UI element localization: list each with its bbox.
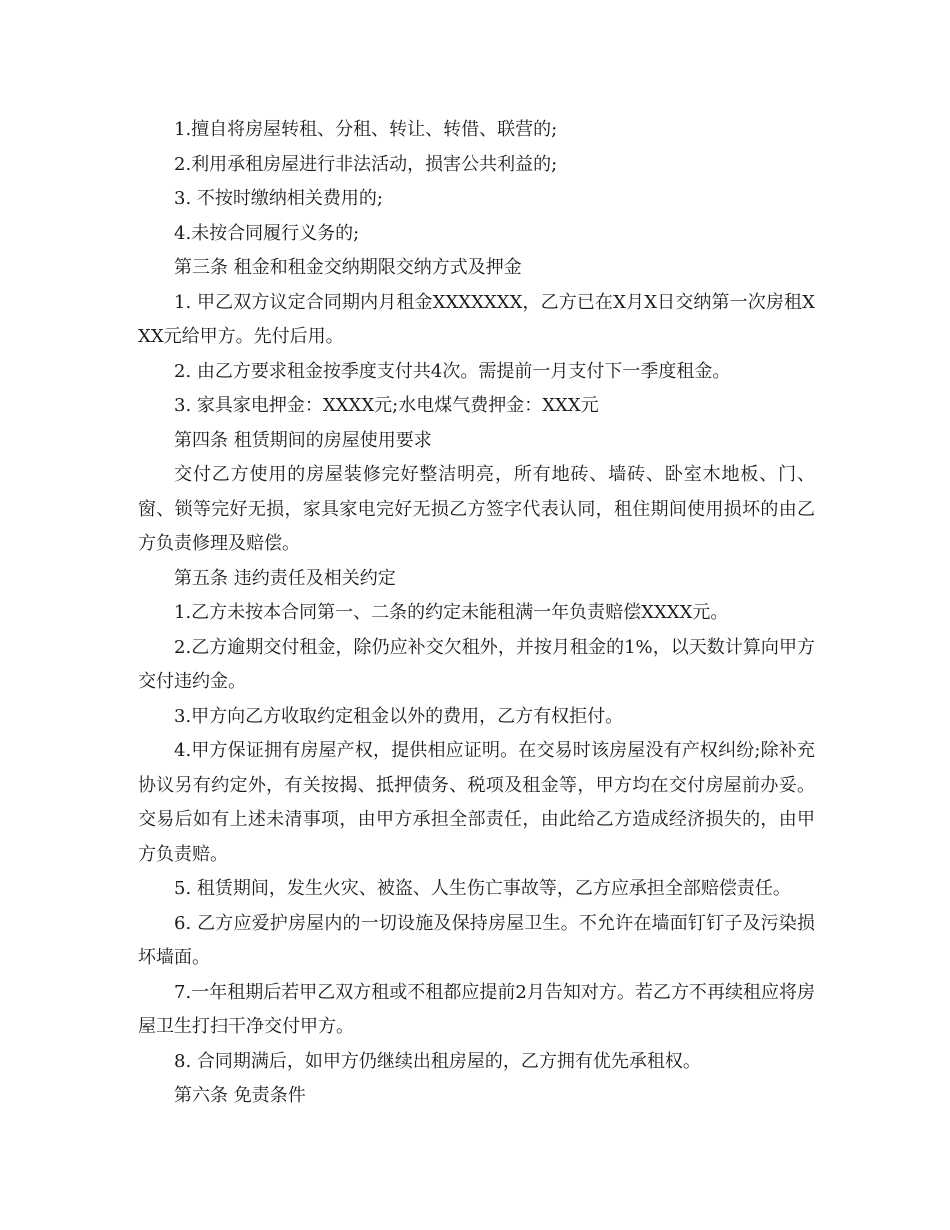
clause-item: 8. 合同期满后，如甲方仍继续出租房屋的，乙方拥有优先承租权。 xyxy=(174,1050,701,1072)
clause-item: 3. 不按时缴纳相关费用的; xyxy=(174,188,383,209)
clause-item: 1.擅自将房屋转租、分租、转让、转借、联营的; xyxy=(174,119,558,140)
section-heading: 第五条 违约责任及相关约定 xyxy=(174,567,396,589)
clause-item: 2.乙方逾期交付租金，除仍应补交欠租外，并按月租金的1%，以天数计算向甲方交付违约金。 xyxy=(138,636,815,692)
clause-item: 2.利用承租房屋进行非法活动，损害公共利益的; xyxy=(174,153,558,175)
clause-item: 1.乙方未按本合同第一、二条的约定未能租满一年负责赔偿XXXX元。 xyxy=(174,602,729,623)
clause-item: 6. 乙方应爱护房屋内的一切设施及保持房屋卫生。不允许在墙面钉钉子及污染损坏墙面。 xyxy=(138,912,815,968)
section-heading: 第三条 租金和租金交纳期限交纳方式及押金 xyxy=(174,257,522,278)
section-heading: 第四条 租赁期间的房屋使用要求 xyxy=(174,429,432,451)
clause-paragraph: 交付乙方使用的房屋装修完好整洁明亮，所有地砖、墙砖、卧室木地板、门、窗、锁等完好无损，家具家电完好无损乙方签字代表认同，租住期间使用损坏的由乙方负责修理及赔偿。 xyxy=(138,464,815,554)
section-heading: 第六条 免责条件 xyxy=(174,1085,306,1106)
clause-item: 7.一年租期后若甲乙双方租或不租都应提前2月告知对方。若乙方不再续租应将房屋卫生打扫干净交付甲方。 xyxy=(138,981,815,1037)
clause-item: 1. 甲乙双方议定合同期内月租金XXXXXXX，乙方已在X月X日交纳第一次房租XXX元给甲方。先付后用。 xyxy=(138,291,815,347)
clause-item: 2. 由乙方要求租金按季度支付共4次。需提前一月支付下一季度租金。 xyxy=(174,360,731,382)
contract-body xyxy=(138,113,815,1114)
clause-item: 4.未按合同履行义务的; xyxy=(174,222,360,244)
clause-item: 5. 租赁期间，发生火灾、被盗、人生伤亡事故等，乙方应承担全部赔偿责任。 xyxy=(174,878,791,899)
clause-item: 3. 家具家电押金：XXXX元;水电煤气费押金：XXX元 xyxy=(174,395,599,416)
clause-item: 3.甲方向乙方收取约定租金以外的费用，乙方有权拒付。 xyxy=(174,705,624,727)
clause-item: 4.甲方保证拥有房屋产权，提供相应证明。在交易时该房屋没有产权纠纷;除补充协议另有约定外，有关按揭、抵押债务、税项及租金等，甲方均在交付房屋前办妥。交易后如有上述未清事项，由甲方承担全部责任，由此给乙方造成经济损失的，由甲方负责赔。 xyxy=(138,740,815,865)
